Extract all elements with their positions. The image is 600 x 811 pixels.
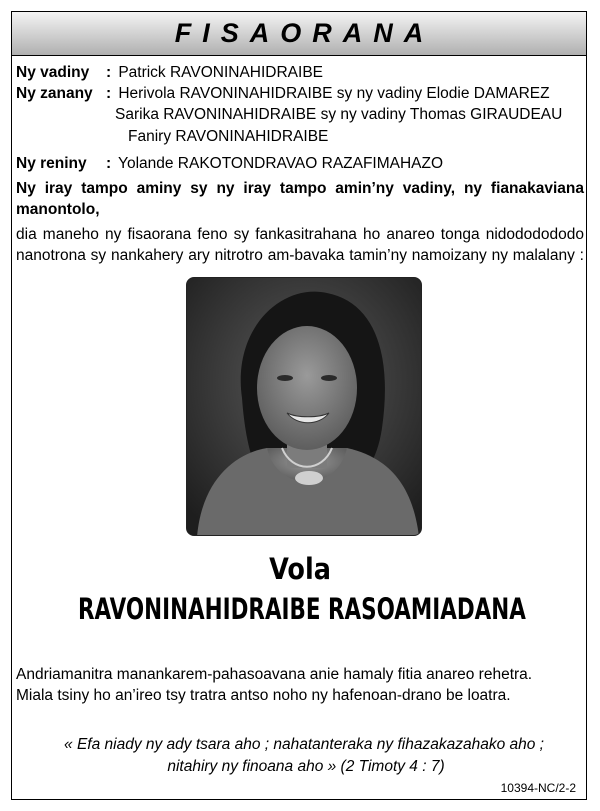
mother-separator: :: [106, 155, 112, 172]
portrait-illustration: [187, 278, 422, 536]
header-banner: [12, 12, 586, 56]
family-children: [16, 83, 586, 104]
mother-label: Ny reniny: [16, 155, 87, 172]
portrait-photo: [186, 277, 422, 536]
family-husband: [16, 62, 586, 83]
intro-bold-line-2: manontolo,: [16, 201, 100, 218]
children-label: Ny zanany: [16, 85, 93, 102]
verse-line-1: « Efa niady ny ady tsara aho ; nahatanteraka ny fihazakazahako aho ;: [64, 736, 544, 753]
husband-names: Patrick RAVONINAHIDRAIBE: [118, 64, 324, 81]
message-line-2: Miala tsiny ho an’ireo tsy tratra antso noho ny hafenoan-drano be loatra.: [16, 687, 511, 704]
child-line-1: Herivola RAVONINAHIDRAIBE sy ny vadiny Elodie DAMAREZ: [118, 85, 550, 102]
child-line-3: Faniry RAVONINAHIDRAIBE: [128, 128, 329, 145]
intro-line-2: nanotrona sy nankahery ary nitrotro am-bavaka tamin’ny namoizany ny malalany :: [16, 247, 584, 264]
intro-line-1: dia maneho ny fisaorana feno sy fankasitrahana ho anareo tonga nidododododo: [16, 226, 584, 243]
child-line-2: Sarika RAVONINAHIDRAIBE sy ny vadiny Thomas GIRAUDEAU: [115, 106, 563, 123]
message-line-1: Andriamanitra manankarem-pahasoavana anie hamaly fitia anareo rehetra.: [16, 666, 533, 683]
children-separator: :: [106, 85, 112, 102]
verse-line-2: nitahiry ny finoana aho » (2 Timoty 4 : 7): [167, 758, 445, 775]
husband-separator: :: [106, 64, 112, 81]
reference-code: 10394-NC/2-2: [500, 781, 576, 795]
page-title: FISAORANA: [174, 18, 435, 48]
husband-label: Ny vadiny: [16, 64, 90, 81]
deceased-first-name: Vola: [269, 552, 331, 586]
family-mother: [16, 153, 586, 174]
deceased-full-name: RAVONINAHIDRAIBE RASOAMIADANA: [78, 592, 526, 626]
intro-bold-line-1: Ny iray tampo aminy sy ny iray tampo amin’ny vadiny, ny fianakaviana: [16, 180, 584, 197]
mother-names: Yolande RAKOTONDRAVAO RAZAFIMAHAZO: [118, 155, 444, 172]
